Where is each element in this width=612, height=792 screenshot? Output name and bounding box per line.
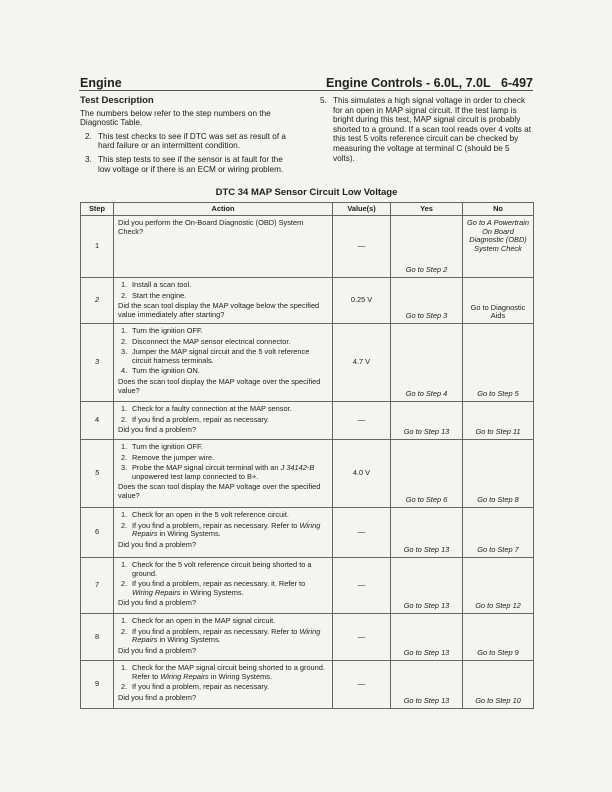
value-cell: —: [333, 508, 391, 558]
value-cell: —: [333, 558, 391, 614]
no-cell: Go to Step 5: [463, 324, 534, 402]
no-cell: Go to Step 12: [463, 558, 534, 614]
action-cell: 1. Install a scan tool. 2. Start the engine. Did the scan tool display the MAP voltage below the specified value immediately after starting?: [114, 278, 333, 324]
step-number: 3: [81, 324, 114, 402]
description-item: 5. This simulates a high signal voltage in order to check for an open in MAP signal circuit. If the test lamp is bright during this test, MAP signal circuit is probably shorted to a ground. If a scan tool reads over 4 volts at this test 5 volts reference circuit can be checked by measuring the voltage at terminal C (should be 5 volts).: [320, 96, 531, 163]
column-header-value: Value(s): [333, 203, 391, 216]
diagnostic-table: [80, 202, 534, 709]
yes-cell: Go to Step 13: [391, 402, 463, 440]
no-cell: Go to Diagnostic Aids: [463, 278, 534, 324]
yes-cell: Go to Step 13: [391, 558, 463, 614]
step-number: 4: [81, 402, 114, 440]
yes-cell: Go to Step 6: [391, 440, 463, 508]
action-cell: 1. Check for an open in the MAP signal circuit. 2. If you find a problem, repair as necessary. Refer to Wiring Repairs in Wiring Systems. Did you find a problem?: [114, 614, 333, 661]
yes-cell: Go to Step 2: [391, 216, 463, 278]
column-header-step: Step: [81, 203, 114, 216]
action-cell: 1. Turn the ignition OFF. 2. Remove the jumper wire. 3. Probe the MAP signal circuit terminal with an J 34142-B unpowered test lamp connected to B+. Does the scan tool display the MAP voltage over the specified value?: [114, 440, 333, 508]
column-header-no: No: [463, 203, 534, 216]
page-header: [326, 76, 533, 90]
header-rule: [79, 90, 533, 91]
column-header-action: Action: [114, 203, 333, 216]
table-row: [81, 661, 534, 709]
page-number: 6-497: [501, 76, 533, 90]
table-header-row: [81, 203, 534, 216]
action-cell: 1. Check for the MAP signal circuit being shorted to a ground. Refer to Wiring Repairs in Wiring Systems. 2. If you find a problem, repair as necessary. Did you find a problem?: [114, 661, 333, 709]
step-number: 8: [81, 614, 114, 661]
step-number: 5: [81, 440, 114, 508]
no-cell: Go to A Powertrain On Board Diagnostic (OBD) System Check: [463, 216, 534, 278]
value-cell: 4.7 V: [333, 324, 391, 402]
test-description-right: [315, 96, 533, 167]
value-cell: 4.0 V: [333, 440, 391, 508]
table-row: [81, 324, 534, 402]
table-row: [81, 402, 534, 440]
table-row: [81, 216, 534, 278]
value-cell: —: [333, 216, 391, 278]
table-row: [81, 558, 534, 614]
value-cell: —: [333, 661, 391, 709]
value-cell: 0.25 V: [333, 278, 391, 324]
action-cell: 1. Check for an open in the 5 volt reference circuit. 2. If you find a problem, repair as necessary. Refer to Wiring Repairs in Wiring Systems. Did you find a problem?: [114, 508, 333, 558]
action-cell: 1. Check for a faulty connection at the MAP sensor. 2. If you find a problem, repair as necessary. Did you find a problem?: [114, 402, 333, 440]
yes-cell: Go to Step 4: [391, 324, 463, 402]
column-header-yes: Yes: [391, 203, 463, 216]
action-cell: 1. Check for the 5 volt reference circuit being shorted to a ground. 2. If you find a problem, repair as necessary. it. Refer to Wiring Repairs in Wiring Systems. Did you find a problem?: [114, 558, 333, 614]
yes-cell: Go to Step 13: [391, 508, 463, 558]
no-cell: Go to Step 9: [463, 614, 534, 661]
no-cell: Go to Step 11: [463, 402, 534, 440]
table-row: [81, 440, 534, 508]
section-title: Engine: [80, 76, 122, 90]
no-cell: Go to Step 7: [463, 508, 534, 558]
table-row: [81, 614, 534, 661]
no-cell: Go to Step 8: [463, 440, 534, 508]
table-row: [81, 278, 534, 324]
step-number: 2: [81, 278, 114, 324]
test-description-intro: The numbers below refer to the step numbers on the Diagnostic Table.: [80, 108, 271, 128]
yes-cell: Go to Step 13: [391, 614, 463, 661]
subsection-title: Engine Controls - 6.0L, 7.0L: [325, 76, 491, 90]
step-number: 6: [81, 508, 114, 558]
no-cell: Go to Step 10: [463, 661, 534, 709]
step-number: 9: [81, 661, 114, 709]
yes-cell: Go to Step 3: [391, 278, 463, 324]
test-description-left: [80, 96, 295, 178]
step-number: 7: [81, 558, 114, 614]
test-description-title: Test Description: [80, 95, 154, 106]
table-row: [81, 508, 534, 558]
table-title: DTC 34 MAP Sensor Circuit Low Voltage: [215, 187, 398, 198]
step-number: 1: [81, 216, 114, 278]
value-cell: —: [333, 402, 391, 440]
description-item: 2. This test checks to see if DTC was set as result of a hard failure or an intermittent condition.: [85, 131, 286, 151]
description-item: 3. This step tests to see if the sensor is at fault for the low voltage or if there is an ECM or wiring problem.: [85, 154, 284, 174]
yes-cell: Go to Step 13: [391, 661, 463, 709]
action-cell: Did you perform the On-Board Diagnostic (OBD) System Check?: [114, 216, 333, 278]
action-cell: 1. Turn the ignition OFF. 2. Disconnect the MAP sensor electrical connector. 3. Jumper the MAP signal circuit and the 5 volt reference circuit harness terminals. 4. Turn the ignition ON. Does the scan tool display the MAP voltage over the specified value?: [114, 324, 333, 402]
value-cell: —: [333, 614, 391, 661]
